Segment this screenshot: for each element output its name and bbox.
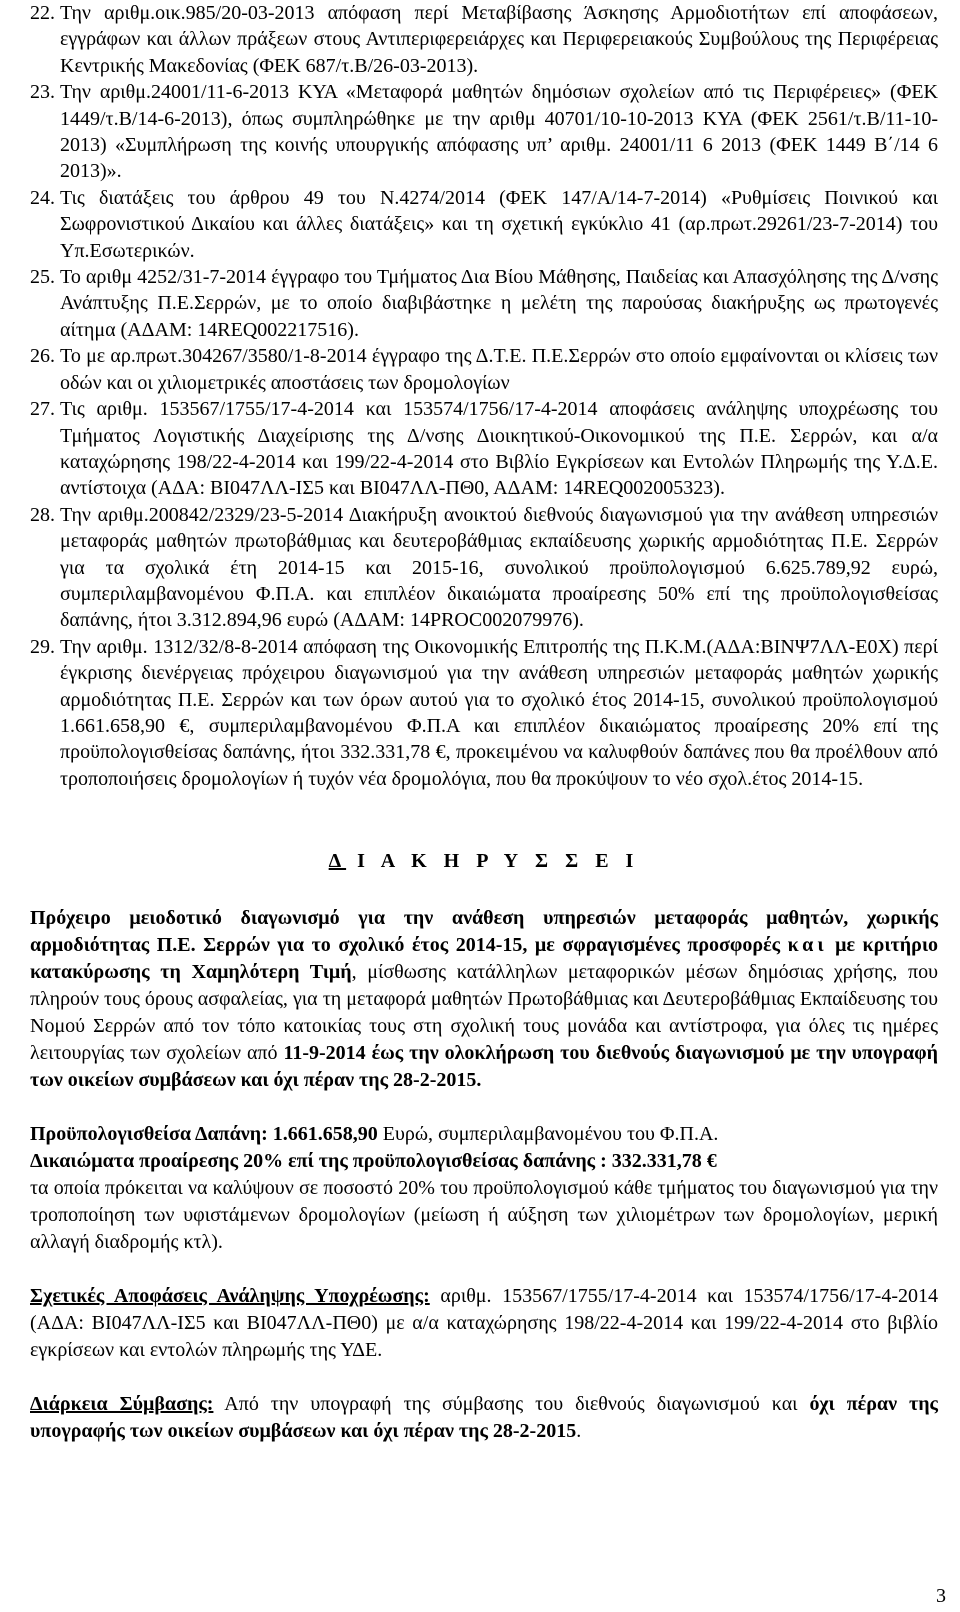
item-number: 26. — [30, 345, 55, 368]
item-text: Την αριθμ.οικ.985/20-03-2013 απόφαση περί Μεταβίβασης Άσκησης Αρμοδιοτήτων επί αποφάσεων, εγγράφων και άλλων πράξεων στους Αντιπεριφερειάρχες και Περιφερειακούς Συμβούλους της Περιφέρειας Κεντρικής Μακεδονίας (ΦΕΚ 687/τ.Β/26-03-2013). — [60, 2, 938, 77]
intro-bold-3: 11-9-2014 έως την ολοκλήρωση του διεθνούς διαγωνισμού με την υπογραφή των οικείων συμβάσεων και όχι πέραν της 28-2-2015. — [30, 1042, 938, 1092]
spacer — [30, 1364, 938, 1391]
item-number: 24. — [30, 186, 55, 209]
page-number: 3 — [936, 1585, 946, 1607]
list-item — [30, 185, 938, 264]
list-item — [30, 79, 938, 185]
intro-bold-1: Πρόχειρο μειοδοτικό διαγωνισμό για την ανάθεση υπηρεσιών μεταφοράς μαθητών, χωρικής αρμοδιότητας Π.Ε. Σερρών για το σχολικό έτος 2014-15, με σφραγισμένες προσφορές — [30, 907, 938, 957]
duration-end: . — [576, 1420, 582, 1443]
document-page — [30, 0, 938, 1445]
item-number: 23. — [30, 81, 55, 104]
numbered-list — [30, 0, 938, 792]
list-item — [30, 396, 938, 502]
list-item — [30, 0, 938, 79]
heading-first-letter: Δ — [328, 850, 347, 873]
item-text: Την αριθμ. 1312/32/8-8-2014 απόφαση της Οικονομικής Επιτροπής της Π.Κ.Μ.(ΑΔΑ:ΒΙΝΨ7ΛΛ-Ε0Χ) περί έγκρισης διενέργειας πρόχειρου διαγωνισμού για την ανάθεση υπηρεσιών μεταφοράς μαθητών χωρικής αρμοδιότητας Π.Ε. Σερρών και των όρων αυτού για το σχολικό έτος 2014-15, συνολικού προϋπολογισμού 1.661.658,90 €, συμπεριλαμβανομένου Φ.Π.Α και επιπλέον δικαιώματος προαίρεσης 20% επί της προϋπολογισθείσας δαπάνης, ήτοι 332.331,78 €, προκειμένου να καλυφθούν δαπάνες που θα προέλθουν από τροποποιήσεις δρομολογίων ή τυχόν νέα δρομολόγια, που θα προκύψουν το νέο σχολ.έτος 2014-15. — [60, 635, 938, 790]
budget-rest: Ευρώ, συμπεριλαμβανομένου του Φ.Π.Α. — [377, 1123, 719, 1146]
option-label — [30, 1148, 938, 1175]
intro-bold-2: με κριτήριο κατακύρωσης τη Χαμηλότερη Τιμή — [30, 934, 939, 984]
list-item — [30, 343, 938, 396]
item-text: Το αριθμ 4252/31-7-2014 έγγραφο του Τμήματος Δια Βίου Μάθησης, Παιδείας και Απασχόλησης της Δ/νσης Ανάπτυξης Π.Ε.Σερρών, με το οποίο διαβιβάστηκε η μελέτη της παρούσας διακήρυξης ως πρωτογενές αίτημα (ΑΔΑΜ: 14REQ002217516). — [60, 266, 938, 341]
section-heading — [30, 848, 938, 874]
duration-bold: όχι πέραν της υπογραφής των οικείων συμβάσεων και όχι πέραν της 28-2-2015 — [30, 1393, 938, 1443]
item-number: 29. — [30, 635, 55, 658]
item-number: 27. — [30, 398, 55, 421]
intro-paragraph — [30, 905, 938, 1094]
item-text: Την αριθμ.24001/11-6-2013 ΚΥΑ «Μεταφορά μαθητών δημόσιων σχολείων από τις Περιφέρειες» (ΦΕΚ 1449/τ.Β/14-6-2013), όπως συμπληρώθηκε με την αριθμ 40701/10-10-2013 ΚΥΑ (ΦΕΚ 2561/τ.Β/11-10-2013) «Συμπλήρωση της κοινής υπουργικής απόφασης υπ’ αριθμ. 24001/11 6 2013 (ΦΕΚ 1449 Β΄/14 6 2013)». — [60, 81, 938, 183]
item-text: Την αριθμ.200842/2329/23-5-2014 Διακήρυξη ανοικτού διεθνούς διαγωνισμού για την ανάθεση υπηρεσιών μεταφοράς μαθητών πρωτοβάθμιας και δευτεροβάθμιας εκπαίδευσης χωρικής αρμοδιότητας Π.Ε. Σερρών για τα σχολικά έτη 2014-15 και 2015-16, συνολικού προϋπολογισμού 6.625.789,92 ευρώ, συμπεριλαμβανομένου Φ.Π.Α. και επιπλέον δικαιώματα προαίρεσης 50% επί της προϋπολογισθείσας δαπάνης, ήτοι 3.312.894,96 ευρώ (ΑΔΑΜ: 14PROC002079976). — [60, 503, 938, 632]
item-text: Το με αρ.πρωτ.304267/3580/1-8-2014 έγγραφο της Δ.Τ.Ε. Π.Ε.Σερρών στο οποίο εμφαίνονται οι κλίσεις των οδών και οι χιλιομετρικές αποστάσεις των δρομολογίων — [60, 345, 938, 394]
spacer — [30, 1256, 938, 1283]
spacer — [30, 1094, 938, 1121]
budget-label: Προϋπολογισθείσα Δαπάνη: — [30, 1123, 268, 1146]
option-paragraph: τα οποία πρόκειται να καλύψουν σε ποσοστό 20% του προϋπολογισμού κάθε τμήματος του διαγωνισμού για την τροποποίηση των υφιστάμενων δρομολογίων (μείωση ή αύξηση των χιλιομέτρων των δρομολογίων, μερική αλλαγή διαδρομής κτλ). — [30, 1177, 938, 1254]
list-item — [30, 634, 938, 792]
list-item — [30, 502, 938, 634]
item-text: Τις αριθμ. 153567/1755/17-4-2014 και 153574/1756/17-4-2014 αποφάσεις ανάληψης υποχρέωσης του Τμήματος Λογιστικής Διαχείρισης της Δ/νσης Διοικητικού-Οικονομικού της Π.Ε. Σερρών, και α/α καταχώρησης 198/22-4-2014 και 199/22-4-2014 στο Βιβλίο Εγκρίσεων και Εντολών Πληρωμής της Υ.Δ.Ε. αντίστοιχα (ΑΔΑ: ΒΙ047ΛΛ-ΙΣ5 και ΒΙ047ΛΛ-ΠΘ0, ΑΔΑΜ: 14REQ002005323). — [60, 398, 938, 500]
decisions-paragraph — [30, 1283, 938, 1364]
list-item — [30, 264, 938, 343]
budget-line — [30, 1121, 938, 1148]
intro-kai: και — [787, 934, 828, 957]
duration-paragraph — [30, 1391, 938, 1445]
decisions-text: αριθμ. 153567/1755/17-4-2014 και 153574/1756/17-4-2014 (ΑΔΑ: ΒΙ047ΛΛ-ΙΣ5 και ΒΙ047ΛΛ-ΠΘ0) με α/α καταχώρησης 198/22-4-2014 και 199/22-4-2014 στο βιβλίο εγκρίσεων και εντολών πληρωμής της ΥΔΕ. — [30, 1285, 938, 1362]
budget-amount: 1.661.658,90 — [272, 1123, 378, 1146]
duration-label: Διάρκεια Σύμβασης: — [30, 1393, 214, 1416]
intro-text: , μίσθωσης κατάλληλων μεταφορικών μέσων δημόσιας χρήσης, που πληρούν τους όρους ασφαλείας, για τη μεταφορά μαθητών Πρωτοβάθμιας και Δευτεροβάθμιας Εκπαίδευσης του Νομού Σερρών από τον τόπο κατοικίας τους στη σχολική τους μονάδα και αντίστροφα, για όλες τις ημέρες λειτουργίας των σχολείων από — [30, 961, 939, 1065]
decisions-label: Σχετικές Αποφάσεις Ανάληψης Υποχρέωσης: — [30, 1285, 430, 1308]
item-number: 22. — [30, 2, 55, 24]
item-number: 25. — [30, 266, 55, 289]
heading-rest: Ι Α Κ Η Ρ Υ Σ Σ Ε Ι — [346, 850, 640, 873]
duration-text: Από την υπογραφή της σύμβασης του διεθνούς διαγωνισμού και — [213, 1393, 810, 1416]
option-label-text: Δικαιώματα προαίρεσης 20% επί της προϋπολογισθείσας δαπάνης : 332.331,78 € — [30, 1150, 717, 1173]
item-text: Τις διατάξεις του άρθρου 49 του Ν.4274/2014 (ΦΕΚ 147/Α/14-7-2014) «Ρυθμίσεις Ποινικού και Σωφρονιστικού Δικαίου και άλλες διατάξεις» και τη σχετική εγκύκλιο 41 (αρ.πρωτ.29261/23-7-2014) του Υπ.Εσωτερικών. — [60, 186, 938, 262]
item-number: 28. — [30, 503, 55, 526]
